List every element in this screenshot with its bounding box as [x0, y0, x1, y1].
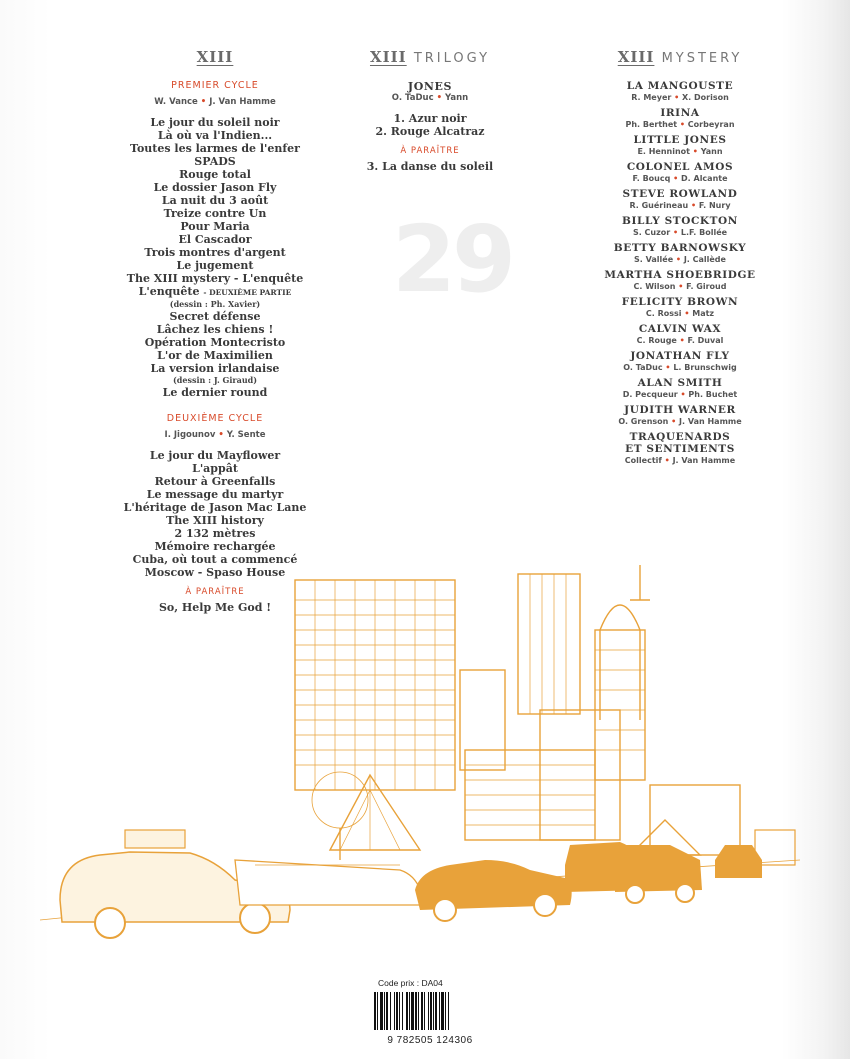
album-title: La nuit du 3 août: [161, 194, 269, 207]
album-title: The XIII history: [166, 514, 264, 527]
album-title: Secret défense: [169, 310, 261, 323]
mystery-item-authors: S. Vallée • J. Callède: [634, 255, 726, 264]
mystery-item: [565, 134, 795, 157]
mystery-item-authors: D. Pecqueur • Ph. Buchet: [622, 390, 738, 399]
mystery-item-name: STEVE ROWLAND: [622, 188, 738, 200]
mystery-item: [565, 404, 795, 427]
mystery-item-authors: Collectif • J. Van Hamme: [624, 456, 736, 465]
dernier-round-title: Le dernier round: [162, 386, 268, 399]
album-title: L'appât: [192, 462, 238, 475]
premier-cycle-label: PREMIER CYCLE: [171, 80, 259, 91]
deuxieme-cycle-credits: I. Jigounov • Y. Sente: [164, 430, 266, 440]
mystery-item: [565, 161, 795, 184]
mystery-item-name: MARTHA SHOEBRIDGE: [604, 269, 756, 281]
mystery-item-authors: R. Guérineau • F. Nury: [629, 201, 731, 210]
album-title: SPADS: [194, 155, 236, 168]
mystery-item-name: TRAQUENARDS ET SENTIMENTS: [625, 431, 735, 455]
album-title: Pour Maria: [180, 220, 250, 233]
mystery-item-authors: R. Meyer • X. Dorison: [631, 93, 729, 102]
album-title: 2 132 mètres: [174, 527, 256, 540]
mystery-item-name: FELICITY BROWN: [621, 296, 739, 308]
mystery-list: [565, 80, 795, 466]
album-title: L'héritage de Jason Mac Lane: [123, 501, 307, 514]
mystery-item: [565, 188, 795, 211]
jones-label: JONES: [407, 80, 453, 93]
album-title: Treize contre Un: [163, 207, 267, 220]
trilogy-a-paraitre-title: 3. La danse du soleil: [366, 160, 494, 173]
volume-number: 29: [392, 206, 513, 313]
mystery-item: [565, 107, 795, 130]
mystery-item-name: ALAN SMITH: [637, 377, 723, 389]
xiii-series-column: [55, 48, 375, 614]
mystery-item: [565, 80, 795, 103]
enquete-title: L'enquête - DEUXIÈME PARTIE: [138, 285, 292, 298]
album-title: Mémoire rechargée: [154, 540, 276, 553]
a-paraitre-label: À PARAÎTRE: [185, 587, 245, 597]
album-title: Le jugement: [176, 259, 254, 272]
deuxieme-cycle-label: DEUXIÈME CYCLE: [166, 413, 264, 424]
trilogy-title: 2. Rouge Alcatraz: [375, 125, 485, 138]
album-title: Le jour du soleil noir: [150, 116, 280, 129]
mystery-item-authors: S. Cuzor • L.F. Bollée: [632, 228, 728, 237]
trilogy-credits: O. TaDuc • Yann: [391, 93, 469, 103]
album-title: El Cascador: [178, 233, 252, 246]
album-title: Toutes les larmes de l'enfer: [130, 142, 300, 155]
price-code: Code prix : DA04: [378, 978, 443, 988]
album-title: Rouge total: [179, 168, 251, 181]
mystery-item-name: BILLY STOCKTON: [621, 215, 738, 227]
a-paraitre-title: So, Help Me God !: [158, 601, 272, 614]
mystery-item-authors: O. TaDuc • L. Brunschwig: [623, 363, 737, 372]
trilogy-title: 1. Azur noir: [393, 112, 467, 125]
mystery-item-name: JUDITH WARNER: [624, 404, 736, 416]
mystery-item: [565, 296, 795, 319]
xiii-mystery-logo: XIII MYSTERY: [617, 48, 743, 66]
premier-cycle-titles-b: [55, 310, 375, 375]
dark-sedan: [415, 860, 572, 921]
city-street-illustration: [40, 560, 800, 960]
isbn-number: 9 782505 124306: [387, 1035, 473, 1046]
suv: [565, 842, 702, 903]
mystery-item-authors: F. Boucq • D. Alcante: [632, 174, 728, 183]
mystery-item-authors: O. Grenson • J. Van Hamme: [618, 417, 742, 426]
mystery-item-name: LA MANGOUSTE: [626, 80, 734, 92]
mystery-item-name: COLONEL AMOS: [626, 161, 734, 173]
mystery-item-name: LITTLE JONES: [633, 134, 727, 146]
album-title: Le dossier Jason Fly: [153, 181, 277, 194]
mystery-item-authors: Ph. Berthet • Corbeyran: [625, 120, 735, 129]
album-title: Cuba, où tout a commencé: [132, 553, 298, 566]
xiii-trilogy-column: [330, 48, 530, 173]
barcode-block: [370, 978, 490, 1046]
premier-cycle-credits: W. Vance • J. Van Hamme: [154, 97, 276, 107]
mystery-item-authors: C. Wilson • F. Giroud: [633, 282, 727, 291]
album-title: La version irlandaise: [150, 362, 280, 375]
irlandaise-subtitle: (dessin : J. Giraud): [172, 375, 258, 385]
mystery-item-name: JONATHAN FLY: [630, 350, 730, 362]
mystery-item-authors: E. Henninot • Yann: [637, 147, 723, 156]
mystery-item: [565, 431, 795, 466]
xiii-mystery-column: [565, 48, 795, 470]
mystery-item: [565, 377, 795, 400]
album-title: Opération Montecristo: [144, 336, 286, 349]
mystery-item: [565, 242, 795, 265]
album-title: Là où va l'Indien...: [157, 129, 273, 142]
album-title: Le message du martyr: [146, 488, 284, 501]
trilogy-a-paraitre-label: À PARAÎTRE: [400, 146, 460, 156]
premier-cycle-titles: [55, 116, 375, 285]
mystery-item: [565, 350, 795, 373]
distant-cars: [715, 830, 795, 878]
album-title: Retour à Greenfalls: [154, 475, 276, 488]
mystery-item-authors: C. Rouge • F. Duval: [636, 336, 724, 345]
album-title: The XIII mystery - L'enquête: [126, 272, 304, 285]
mystery-item: [565, 269, 795, 292]
enquete-subtitle: (dessin : Ph. Xavier): [169, 299, 261, 309]
barcode-icon: [370, 990, 490, 1032]
mystery-item-name: CALVIN WAX: [638, 323, 722, 335]
mystery-item-name: IRINA: [660, 107, 700, 119]
limousine: [235, 860, 420, 905]
album-title: Trois montres d'argent: [144, 246, 286, 259]
album-title: Le jour du Mayflower: [149, 449, 281, 462]
xiii-logo: XIII: [196, 48, 234, 66]
album-title: Moscow - Spaso House: [144, 566, 286, 579]
mystery-item: [565, 215, 795, 238]
mystery-item-authors: C. Rossi • Matz: [645, 309, 715, 318]
xiii-trilogy-logo: XIII TRILOGY: [369, 48, 491, 66]
album-title: L'or de Maximilien: [157, 349, 273, 362]
mystery-item: [565, 323, 795, 346]
album-title: Lâchez les chiens !: [156, 323, 274, 336]
mystery-item-name: BETTY BARNOWSKY: [613, 242, 747, 254]
